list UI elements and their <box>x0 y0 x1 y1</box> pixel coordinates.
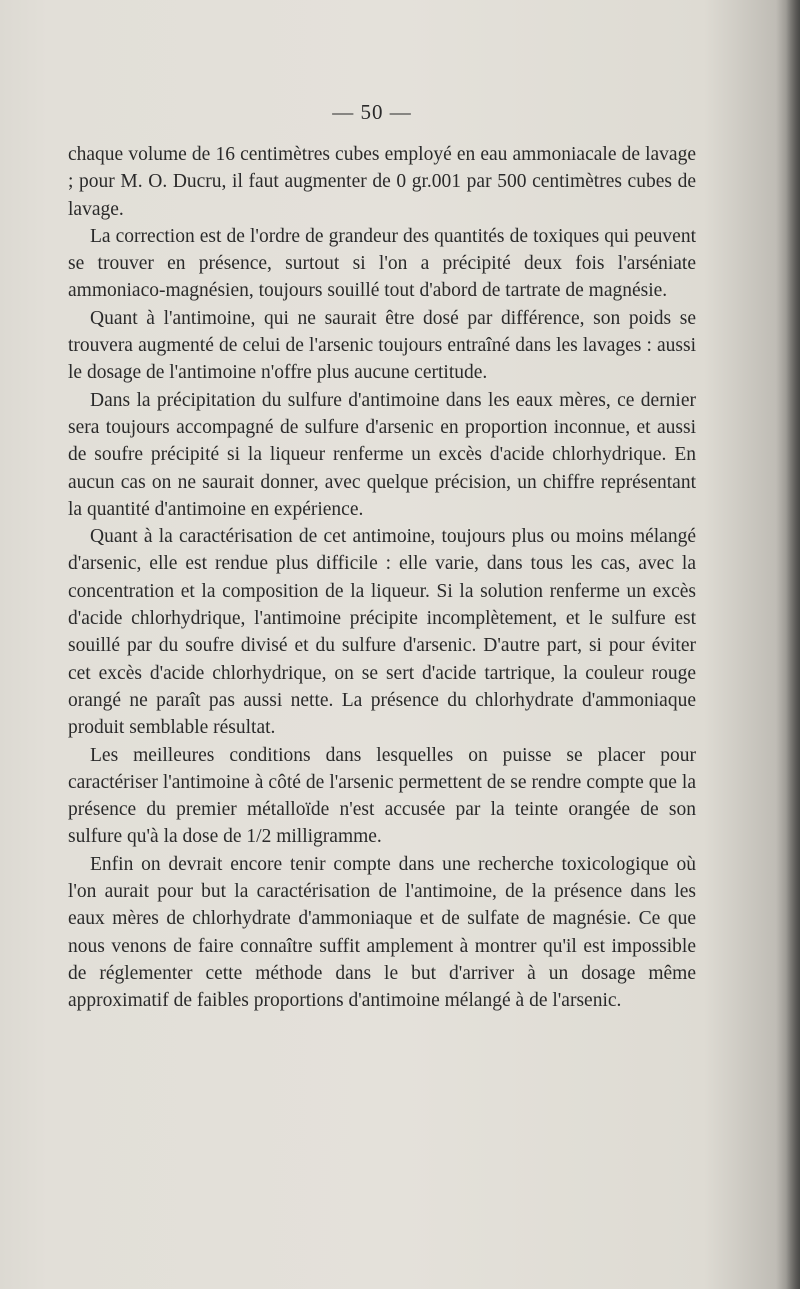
body-text <box>68 141 696 1015</box>
paragraph-4: Dans la précipitation du sulfure d'antimoine dans les eaux mères, ce dernier sera toujours accompagné de sulfure d'arsenic en proportion inconnue, et aussi de soufre précipité si la liqueur renferme un excès d'acide chlorhydrique. En aucun cas on ne saurait donner, avec quelque précision, un chiffre représentant la quantité d'antimoine en expérience. <box>68 389 696 520</box>
page-number: — 50 — <box>332 100 412 124</box>
paragraph-6: Les meilleures conditions dans lesquelles on puisse se placer pour caractériser l'antimoine à côté de l'arsenic permettent de se rendre compte que la présence du premier métalloïde n'est accusée par la teinte orangée de son sulfure qu'à la dose de 1/2 milligramme. <box>68 744 696 848</box>
paragraph-5: Quant à la caractérisation de cet antimoine, toujours plus ou moins mélangé d'arsenic, elle est rendue plus difficile : elle varie, dans tous les cas, avec la concentration et la composition de la liqueur. Si la solution renferme un excès d'acide chlorhydrique, l'antimoine précipite incomplètement, et le sulfure est souillé par du soufre divisé et du sulfure d'arsenic. D'autre part, si pour éviter cet excès d'acide chlorhydrique, on se sert d'acide tartrique, la couleur rouge orangé ne paraît pas aussi nette. La présence du chlorhydrate d'ammoniaque produit semblable résultat. <box>68 526 696 739</box>
paragraph-7: Enfin on devrait encore tenir compte dans une recherche toxicologique où l'on aurait pour but la caractérisation de l'antimoine, de la présence dans les eaux mères de chlorhydrate d'ammoniaque et de sulfate de magnésie. Ce que nous venons de faire connaître suffit amplement à montrer qu'il est impossible de réglementer cette méthode dans le but d'arriver à un dosage même approximatif de faibles proportions d'antimoine mélangé à de l'arsenic. <box>68 853 696 1012</box>
paragraph-1: chaque volume de 16 centimètres cubes employé en eau ammoniacale de lavage ; pour M. O. Ducru, il faut augmenter de 0 gr.001 par 500 centimètres cubes de lavage. <box>68 144 696 220</box>
paragraph-3: Quant à l'antimoine, qui ne saurait être dosé par différence, son poids se trouvera augmenté de celui de l'arsenic toujours entraîné dans les lavages : aussi le dosage de l'antimoine n'offre plus aucune certitude. <box>68 307 696 384</box>
page-edge-shadow <box>786 0 800 1289</box>
paragraph-2: La correction est de l'ordre de grandeur des quantités de toxiques qui peuvent se trouver en présence, surtout si l'on a précipité deux fois l'arséniate ammoniaco-magnésien, toujours souillé tout d'abord de tartrate de magnésie. <box>68 225 696 302</box>
